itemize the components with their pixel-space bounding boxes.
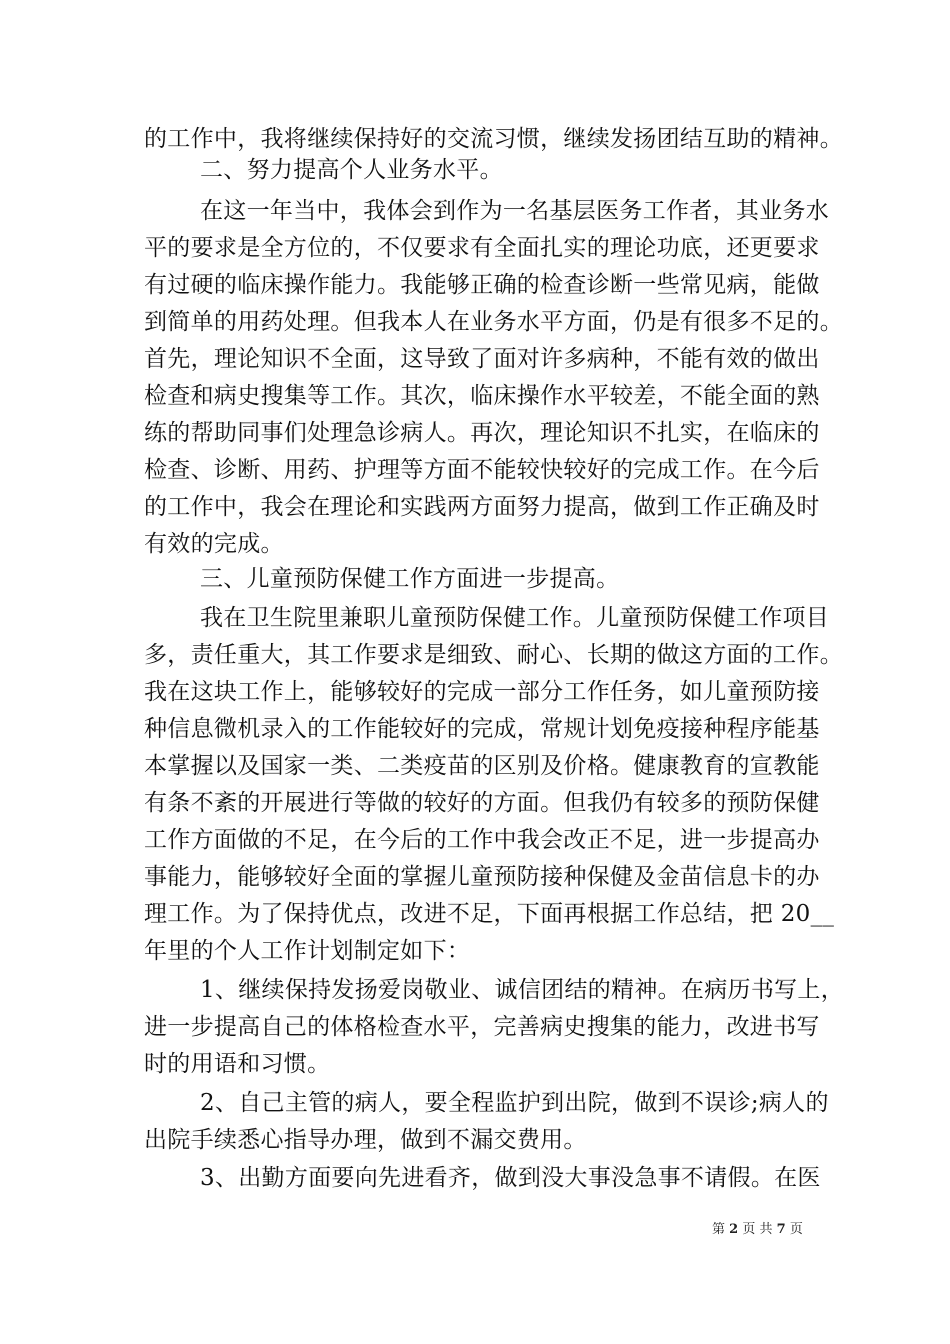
text-line: 练的帮助同事们处理急诊病人。再次，理论知识不扎实，在临床的 xyxy=(144,420,820,446)
text-line: 多，责任重大，其工作要求是细致、耐心、长期的做这方面的工作。 xyxy=(144,642,843,668)
text-line: 在这一年当中，我体会到作为一名基层医务工作者，其业务水 xyxy=(200,198,830,224)
text-line: 工作方面做的不足，在今后的工作中我会改正不足，进一步提高办 xyxy=(144,827,820,853)
text-line: 有过硬的临床操作能力。我能够正确的检查诊断一些常见病，能做 xyxy=(144,272,820,298)
text-line: 本掌握以及国家一类、二类疫苗的区别及价格。健康教育的宣教能 xyxy=(144,753,820,779)
list-item: 2、自己主管的病人，要全程监护到出院，做到不误诊;病人的 xyxy=(200,1090,829,1116)
list-item: 3、出勤方面要向先进看齐，做到没大事没急事不请假。在医 xyxy=(200,1165,821,1191)
page-footer xyxy=(712,1222,803,1238)
footer-prefix: 第 xyxy=(712,1222,726,1237)
text-line: 到简单的用药处理。但我本人在业务水平方面，仍是有很多不足的。 xyxy=(144,309,843,335)
footer-suffix: 页 xyxy=(789,1222,803,1237)
section-heading: 三、儿童预防保健工作方面进一步提高。 xyxy=(200,566,620,592)
text-line: 有条不紊的开展进行等做的较好的方面。但我仍有较多的预防保健 xyxy=(144,790,820,816)
text-line: 平的要求是全方位的，不仅要求有全面扎实的理论功底，还更要求 xyxy=(144,235,820,261)
text-line: 检查、诊断、用药、护理等方面不能较快较好的完成工作。在今后 xyxy=(144,457,820,483)
text-line: 我在这块工作上，能够较好的完成一部分工作任务，如儿童预防接 xyxy=(144,679,820,705)
footer-total-pages: 7 xyxy=(776,1222,786,1237)
footer-middle: 页 共 xyxy=(742,1222,773,1237)
footer-page-number: 2 xyxy=(729,1222,739,1237)
text-line: 我在卫生院里兼职儿童预防保健工作。儿童预防保健工作项目 xyxy=(200,605,830,631)
section-heading: 二、努力提高个人业务水平。 xyxy=(200,157,503,183)
text-line: 事能力，能够较好全面的掌握儿童预防接种保健及金苗信息卡的办 xyxy=(144,864,820,890)
text-line: 进一步提高自己的体格检查水平，完善病史搜集的能力，改进书写 xyxy=(144,1014,820,1040)
text-line: 时的用语和习惯。 xyxy=(144,1051,331,1077)
text-line: 检查和病史搜集等工作。其次，临床操作水平较差，不能全面的熟 xyxy=(144,383,820,409)
list-item: 1、继续保持发扬爱岗敬业、诚信团结的精神。在病历书写上， xyxy=(200,977,845,1003)
text-line: 的工作中，我将继续保持好的交流习惯，继续发扬团结互助的精神。 xyxy=(144,126,843,152)
text-line: 出院手续悉心指导办理，做到不漏交费用。 xyxy=(144,1127,587,1153)
text-line: 理工作。为了保持优点，改进不足，下面再根据工作总结，把 20__ xyxy=(144,901,835,927)
text-line: 种信息微机录入的工作能较好的完成，常规计划免疫接种程序能基 xyxy=(144,716,820,742)
text-line: 的工作中，我会在理论和实践两方面努力提高，做到工作正确及时 xyxy=(144,494,820,520)
text-line: 有效的完成。 xyxy=(144,531,284,557)
text-line: 年里的个人工作计划制定如下： xyxy=(144,938,471,964)
text-line: 首先，理论知识不全面，这导致了面对许多病种，不能有效的做出 xyxy=(144,346,820,372)
